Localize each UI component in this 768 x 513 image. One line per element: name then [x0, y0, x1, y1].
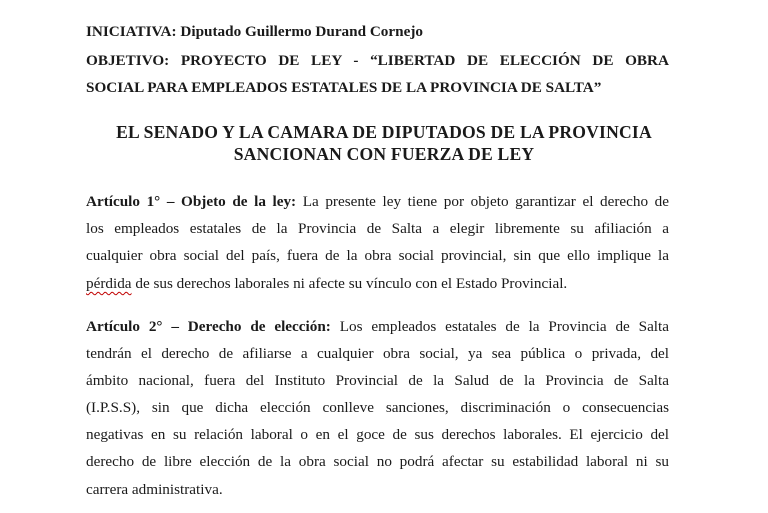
- article1-line-1: [86, 192, 669, 212]
- article2-line-1: [86, 317, 669, 337]
- article1-text-1: La presente ley tiene por objeto garantizar el derecho de: [302, 193, 669, 210]
- article2-line-2: tendrán el derecho de afiliarse a cualquier obra social, ya sea pública o privada, del: [86, 345, 669, 362]
- article2-heading: Artículo 2° – Derecho de elección:: [86, 318, 331, 335]
- article1-line-3: cualquier obra social del país, fuera de la obra social provincial, sin que ello implique la: [86, 247, 669, 264]
- title-line-2: SANCIONAN CON FUERZA DE LEY: [233, 144, 535, 164]
- article2-line-7: carrera administrativa.: [86, 481, 223, 498]
- article2-line-6: derecho de libre elección de la obra social no podrá afectar su estabilidad laboral ni su: [86, 453, 669, 470]
- initiative-line: [86, 22, 423, 42]
- objective-line-2: SOCIAL PARA EMPLEADOS ESTATALES DE LA PROVINCIA DE SALTA”: [86, 79, 602, 96]
- spellcheck-word: pérdida: [86, 275, 132, 292]
- article2-line-5: negativas en su relación laboral o en el goce de sus derechos laborales. El ejercicio del: [86, 426, 669, 443]
- article2-line-3: ámbito nacional, fuera del Instituto Provincial de la Salud de la Provincia de Salta: [86, 372, 669, 389]
- title-line-1: EL SENADO Y LA CAMARA DE DIPUTADOS DE LA PROVINCIA: [116, 122, 652, 142]
- initiative-value: Diputado Guillermo Durand Cornejo: [180, 23, 423, 40]
- article1-heading: Artículo 1° – Objeto de la ley:: [86, 193, 297, 210]
- article2-line-4: (I.P.S.S), sin que dicha elección conlleve sanciones, discriminación o consecuencias: [86, 399, 669, 416]
- initiative-label: INICIATIVA:: [86, 23, 177, 40]
- article1-line-4: [86, 274, 567, 294]
- objective-line-1: OBJETIVO: PROYECTO DE LEY - “LIBERTAD DE ELECCIÓN DE OBRA: [86, 52, 669, 69]
- article1-text-4: de sus derechos laborales ni afecte su vínculo con el Estado Provincial.: [135, 275, 568, 292]
- article1-line-2: los empleados estatales de la Provincia de Salta a elegir libremente su afiliación a: [86, 220, 669, 237]
- article2-text-1: Los empleados estatales de la Provincia de Salta: [339, 318, 669, 335]
